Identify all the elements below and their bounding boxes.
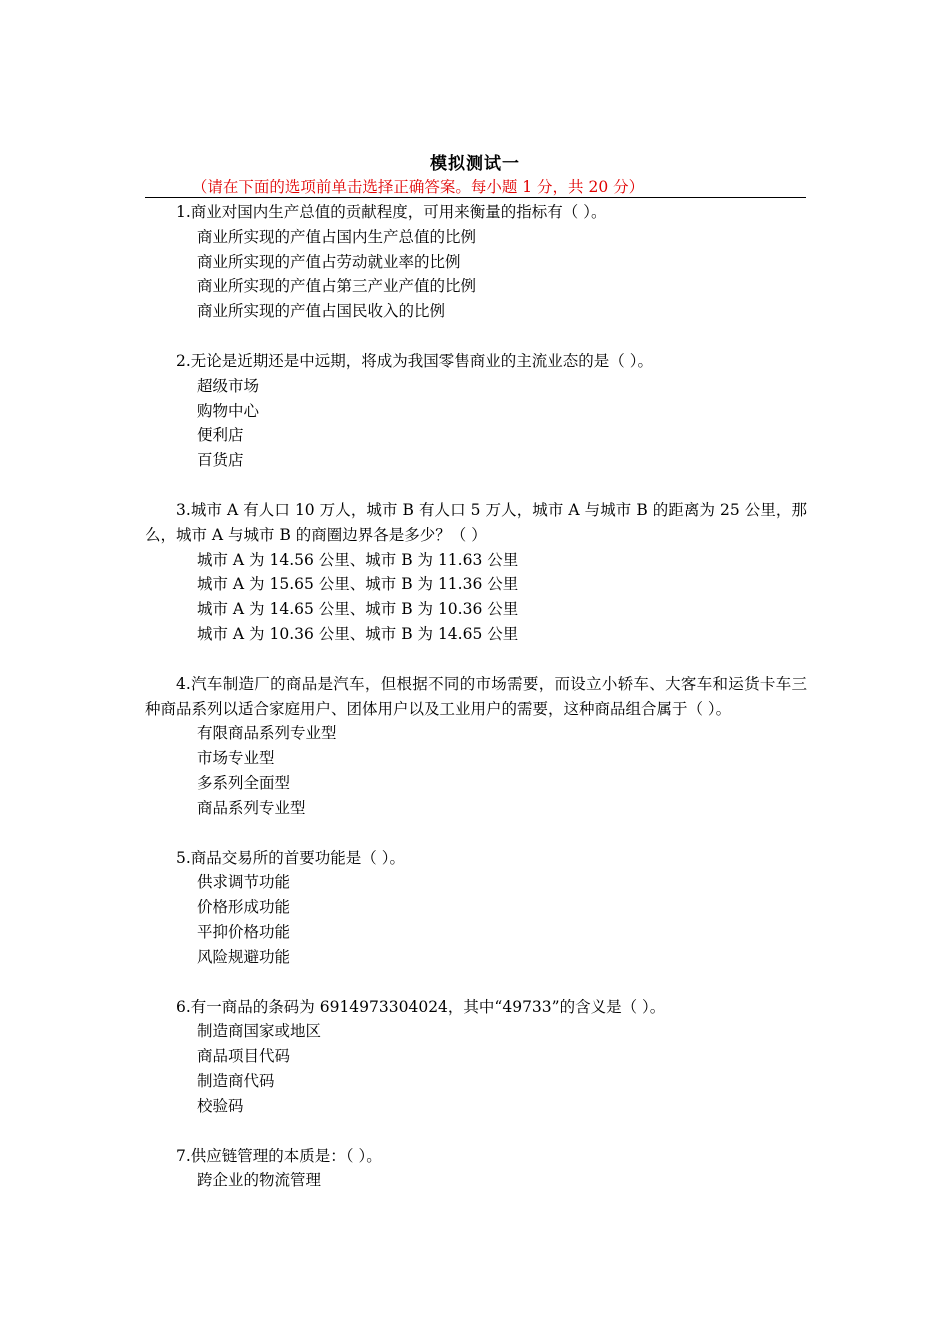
answer-option[interactable]: 商业所实现的产值占第三产业产值的比例	[197, 277, 477, 296]
question-stem: 6.有一商品的条码为 6914973304024，其中“49733”的含义是（ ）。	[176, 997, 666, 1016]
question-stem: 5.商品交易所的首要功能是（ ）。	[176, 848, 405, 867]
answer-option[interactable]: 商品系列专业型	[197, 798, 306, 817]
question-stem: 1.商业对国内生产总值的贡献程度，可用来衡量的指标有（ ）。	[176, 203, 607, 221]
question-item	[145, 1144, 807, 1194]
answer-option[interactable]: 购物中心	[197, 401, 260, 420]
answer-option[interactable]: 有限商品系列专业型	[197, 724, 337, 743]
answer-option[interactable]: 商品项目代码	[197, 1047, 291, 1066]
answer-option[interactable]: 超级市场	[197, 376, 260, 395]
answer-option[interactable]: 城市 A 为 14.56 公里、城市 B 为 11.63 公里	[197, 550, 519, 569]
question-stem: 7.供应链管理的本质是：（ ）。	[176, 1146, 382, 1165]
page-title: 模拟测试一	[430, 154, 520, 174]
answer-option[interactable]: 校验码	[197, 1096, 244, 1115]
answer-option[interactable]: 商业所实现的产值占国内生产总值的比例	[197, 227, 477, 246]
question-item	[145, 349, 807, 473]
answer-option[interactable]: 供求调节功能	[197, 873, 291, 892]
answer-option[interactable]: 制造商国家或地区	[197, 1022, 322, 1041]
answer-option[interactable]: 商业所实现的产值占劳动就业率的比例	[197, 252, 461, 271]
title-divider	[145, 197, 806, 198]
answer-option[interactable]: 制造商代码	[197, 1071, 275, 1090]
question-stem: 2.无论是近期还是中远期，将成为我国零售商业的主流业态的是（ ）。	[176, 351, 653, 370]
question-stem: 4.汽车制造厂的商品是汽车，但根据不同的市场需要，而设立小轿车、大客车和运货卡车三种商品系列以适合家庭用户、团体用户以及工业用户的需要，这种商品组合属于（ ）。	[145, 674, 807, 718]
answer-option[interactable]: 商业所实现的产值占国民收入的比例	[197, 302, 446, 321]
answer-options	[145, 548, 807, 647]
answer-options	[145, 1168, 807, 1193]
instruction-text: （请在下面的选项前单击选择正确答案。每小题 1 分，共 20 分）	[191, 178, 645, 196]
answer-option[interactable]: 多系列全面型	[197, 773, 291, 792]
answer-option[interactable]: 市场专业型	[197, 749, 275, 768]
answer-option[interactable]: 城市 A 为 14.65 公里、城市 B 为 10.36 公里	[197, 600, 519, 619]
answer-option[interactable]: 价格形成功能	[197, 898, 291, 917]
answer-option[interactable]: 城市 A 为 15.65 公里、城市 B 为 11.36 公里	[197, 575, 519, 594]
answer-option[interactable]: 百货店	[197, 451, 244, 470]
question-stem: 3.城市 A 有人口 10 万人，城市 B 有人口 5 万人，城市 A 与城市 B 的距离为 25 公里，那么，城市 A 与城市 B 的商圈边界各是多少？（ ）	[145, 500, 807, 544]
answer-options	[145, 225, 807, 324]
answer-option[interactable]: 跨企业的物流管理	[197, 1171, 322, 1190]
answer-options	[145, 374, 807, 473]
question-list	[145, 200, 807, 1218]
question-item	[145, 846, 807, 970]
question-item	[145, 672, 807, 821]
question-item	[145, 498, 807, 647]
answer-option[interactable]: 城市 A 为 10.36 公里、城市 B 为 14.65 公里	[197, 624, 519, 643]
answer-options	[145, 870, 807, 969]
answer-option[interactable]: 平抑价格功能	[197, 922, 291, 941]
answer-options	[145, 1019, 807, 1118]
answer-option[interactable]: 风险规避功能	[197, 947, 291, 966]
answer-option[interactable]: 便利店	[197, 426, 244, 445]
question-item	[145, 995, 807, 1119]
question-item	[145, 200, 807, 324]
answer-options	[145, 721, 807, 820]
